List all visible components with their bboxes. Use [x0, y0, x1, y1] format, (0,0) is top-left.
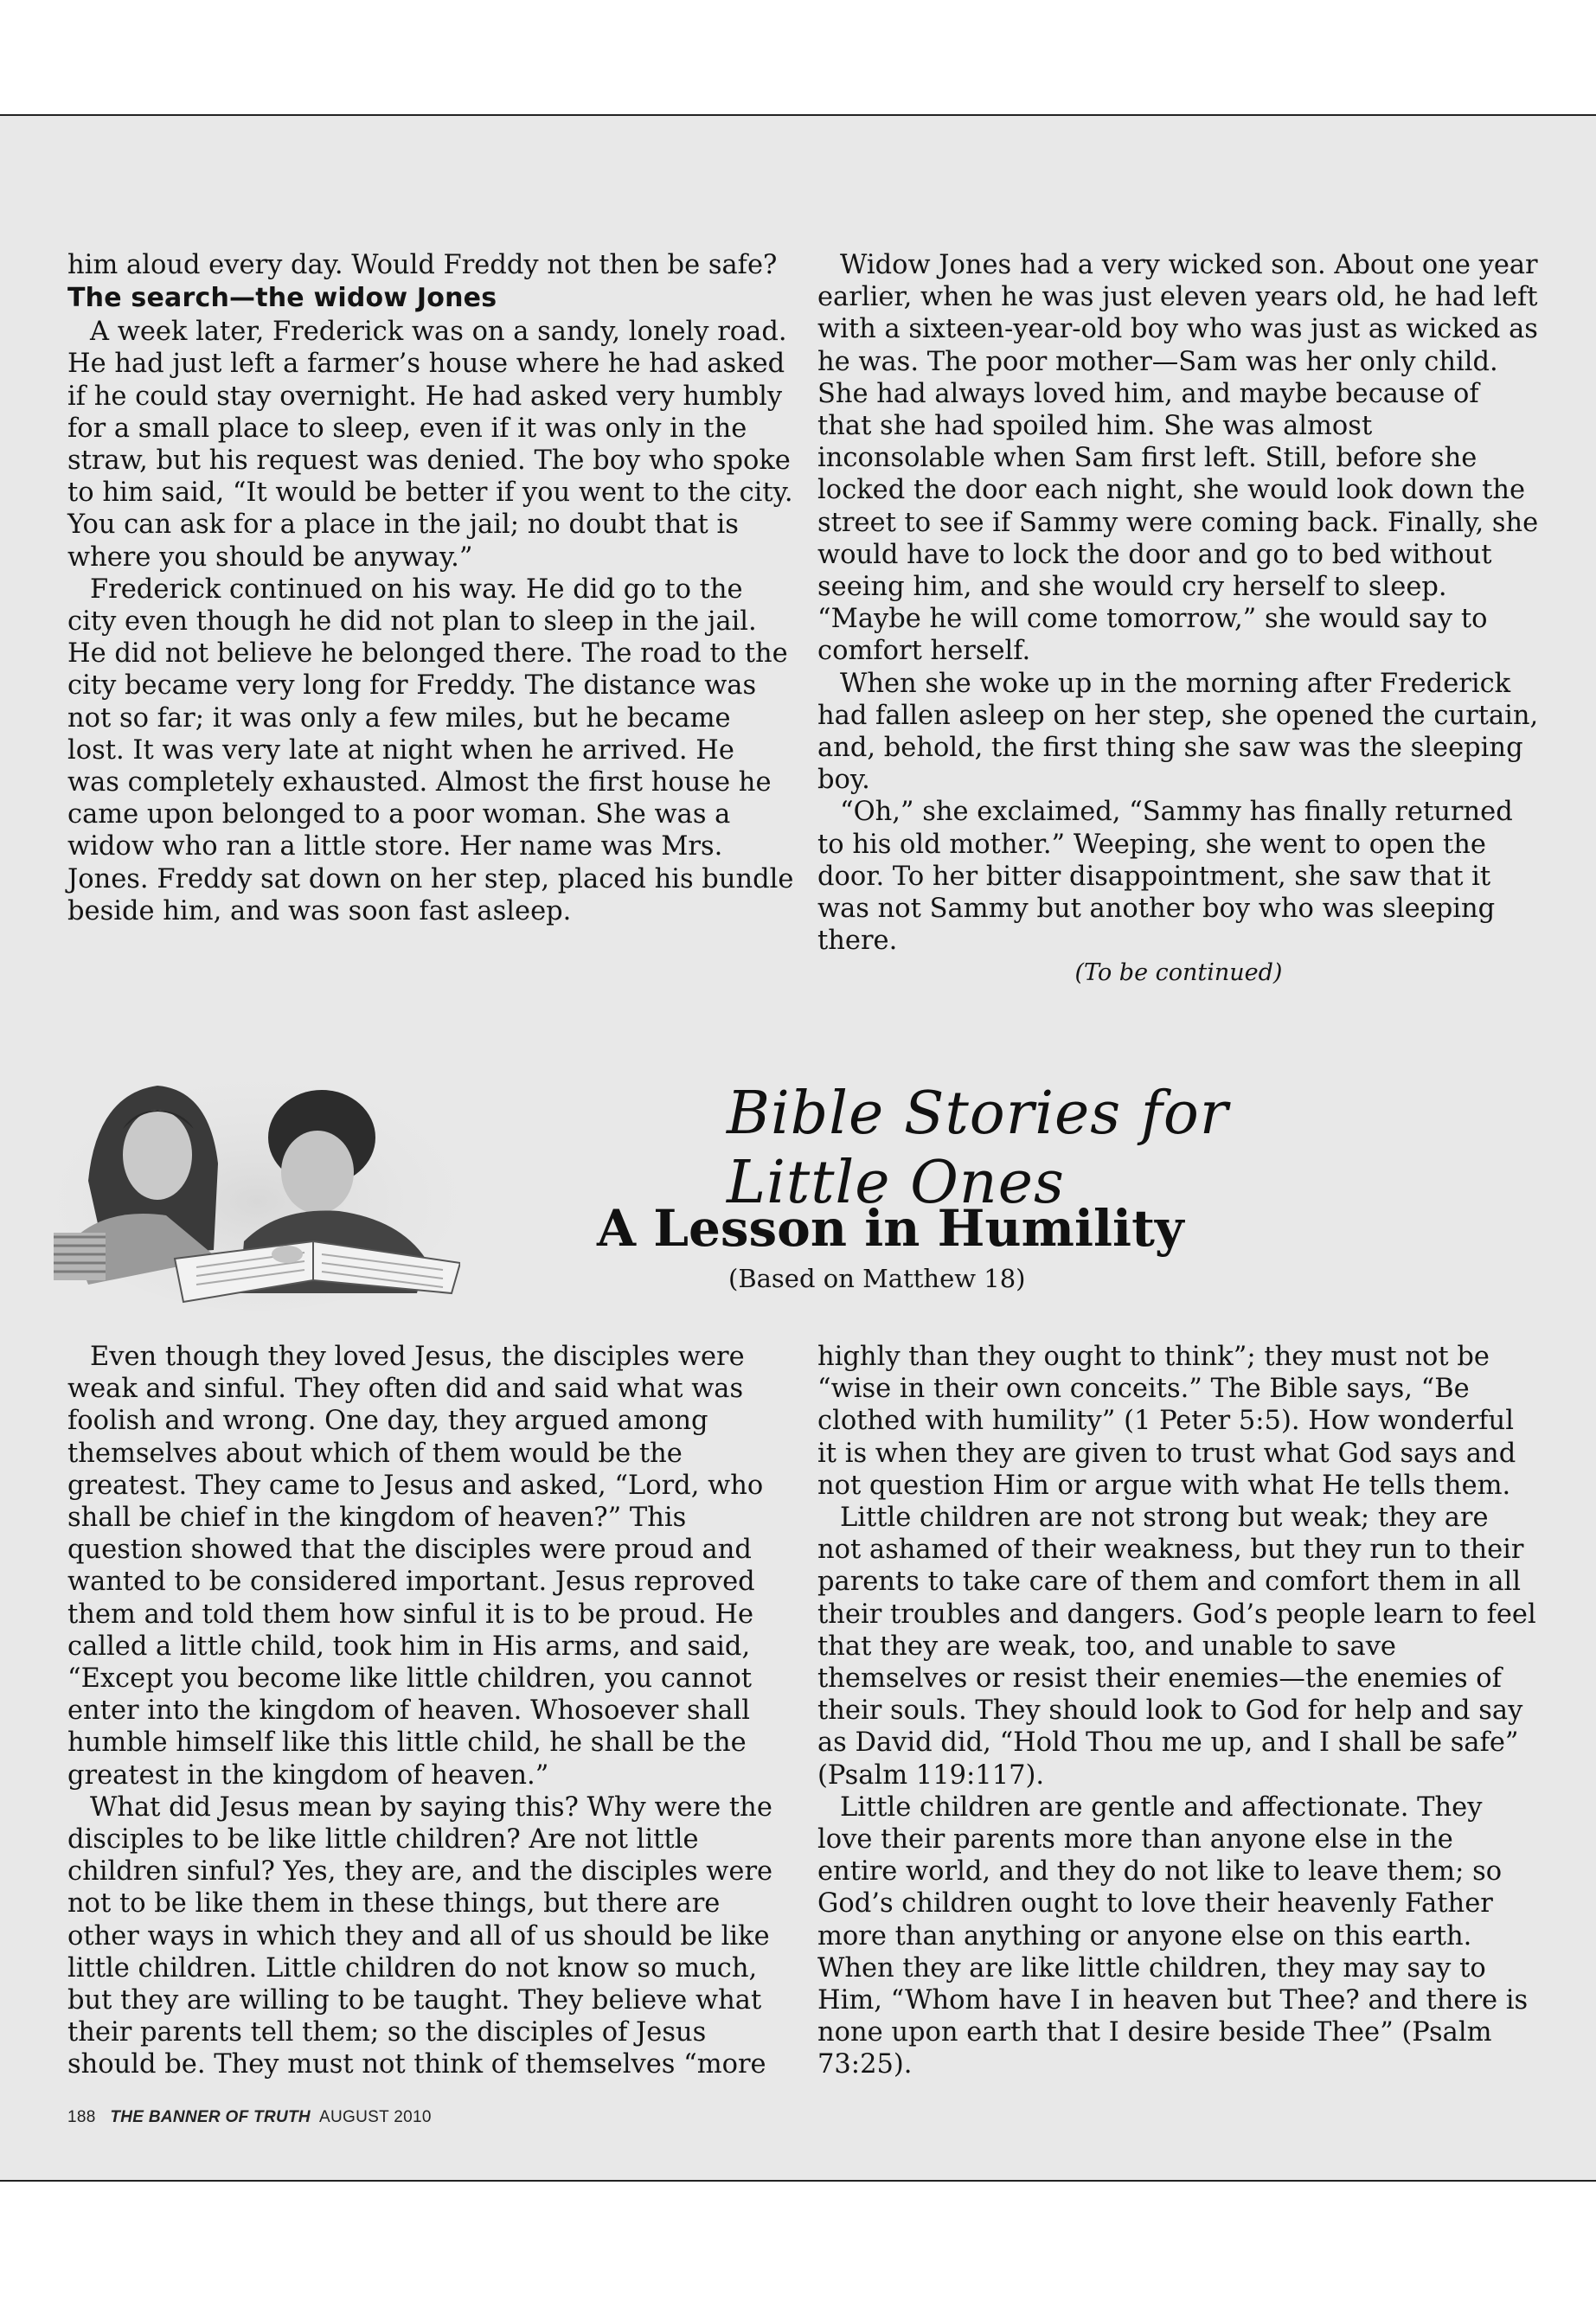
- paragraph: “Oh,” she exclaimed, “Sammy has finally returned to his old mother.” Weeping, she went to open the door. To her bitter disappointment, she saw that it was not Sammy but another boy who was sleeping there.: [817, 797, 1513, 957]
- bottom-rule: [0, 2180, 1596, 2182]
- paragraph: What did Jesus mean by saying this? Why were the disciples to be like little children? Are not little children sinful? Yes, they are, and the disciples were not to be like them in these things, but there are other ways in which they and all of us should be like little children. Little children do not know so much, but they are willing to be taught. They believe what their parents tell them; so the disciples of Jesus should be. They must not think of themselves “more: [67, 1791, 773, 2080]
- story-column-left: [67, 249, 794, 927]
- section-heading: The search—the widow Jones: [67, 283, 497, 314]
- paragraph: Widow Jones had a very wicked son. About one year earlier, when he was just eleven years old, he had left with a sixteen-year-old boy who was just as wicked as he was. The poor mother—Sam was her only child. She had always loved him, and maybe because of that she had spoiled him. She was almost inconsolable when Sam first left. Still, before she locked the door each night, she would look down the street to see if Sammy were coming back. Finally, she would have to lock the door and go to bed without seeing him, and she would cry herself to sleep. “Maybe he will come tomorrow,” she would say to comfort herself.: [817, 250, 1539, 667]
- page-footer: [67, 2108, 432, 2127]
- paragraph: Even though they loved Jesus, the disciples were weak and sinful. They often did and said what was foolish and wrong. One day, they argued among themselves about which of them would be the greatest. They came to Jesus and asked, “Lord, who shall be chief in the kingdom of heaven?” This question showed that the disciples were proud and wanted to be considered important. Jesus reproved them and told them how sinful it is to be proud. He called a little child, took him in His arms, and said, “Except you become like little children, you cannot enter into the kingdom of heaven. Whosoever shall humble himself like this little child, he shall be the greatest in the kingdom of heaven.”: [67, 1342, 764, 1791]
- paragraph: Little children are gentle and affectionate. They love their parents more than anyone else in the entire world, and they do not like to leave them; so God’s children ought to love their heavenly Father more than anything or anyone else on this earth. When they are like little children, they may say to Him, “Whom have I in heaven but Thee? and there is none upon earth that I desire beside Thee” (Psalm 73:25).: [817, 1791, 1529, 2080]
- paragraph: Frederick continued on his way. He did go to the city even though he did not plan to sleep in the jail. He did not believe he belonged there. The road to the city became very long for Freddy. The distance was not so far; it was only a few miles, but he became lost. It was very late at night when he arrived. He was completely exhausted. Almost the first house he came upon belonged to a poor woman. She was a widow who ran a little store. Her name was Mrs. Jones. Freddy sat down on her step, placed his bundle beside him, and was soon fast asleep.: [67, 574, 794, 926]
- paragraph: A week later, Frederick was on a sandy, lonely road. He had just left a farmer’s house where he had asked if he could stay overnight. He had asked very humbly for a small place to sleep, even if it was only in the straw, but his request was denied. The boy who spoke to him said, “It would be better if you went to the city. You can ask for a place in the jail; no doubt that is where you should be anyway.”: [67, 317, 793, 573]
- paragraph: When she woke up in the morning after Frederick had fallen asleep on her step, she opened the curtain, and, behold, the first thing she saw was the sleeping boy.: [817, 668, 1539, 796]
- page-number: 188: [67, 2108, 96, 2126]
- section-title: Bible Stories for Little Ones: [727, 1080, 1229, 1217]
- publication-name: THE BANNER OF TRUTH: [110, 2108, 311, 2126]
- article-subtitle: (Based on Matthew 18): [728, 1264, 1026, 1293]
- article-column-right: [817, 1341, 1540, 2081]
- article-column-left: [67, 1341, 794, 2081]
- article-title: A Lesson in Humility: [597, 1199, 1184, 1258]
- paragraph: him aloud every day. Would Freddy not then be safe?: [67, 250, 778, 280]
- paragraph: highly than they ought to think”; they must not be “wise in their own conceits.” The Bible says, “Be clothed with humility” (1 Peter 5:5). How wonderful it is when they are given to trust what God says and not question Him or argue with what He tells them.: [817, 1342, 1516, 1501]
- issue-date: AUGUST 2010: [319, 2108, 432, 2126]
- paragraph: Little children are not strong but weak; they are not ashamed of their weakness, but they run to their parents to take care of them and comfort them in all their troubles and dangers. God’s people learn to feel that they are weak, too, and unable to save themselves or resist their enemies—the enemies of their souls. They should look to God for help and say as David did, “Hold Thou me up, and I shall be safe” (Psalm 119:117).: [817, 1503, 1536, 1791]
- children-reading-illustration: [54, 1042, 460, 1311]
- continued-note: (To be continued): [1074, 959, 1283, 987]
- story-column-right: [817, 249, 1540, 990]
